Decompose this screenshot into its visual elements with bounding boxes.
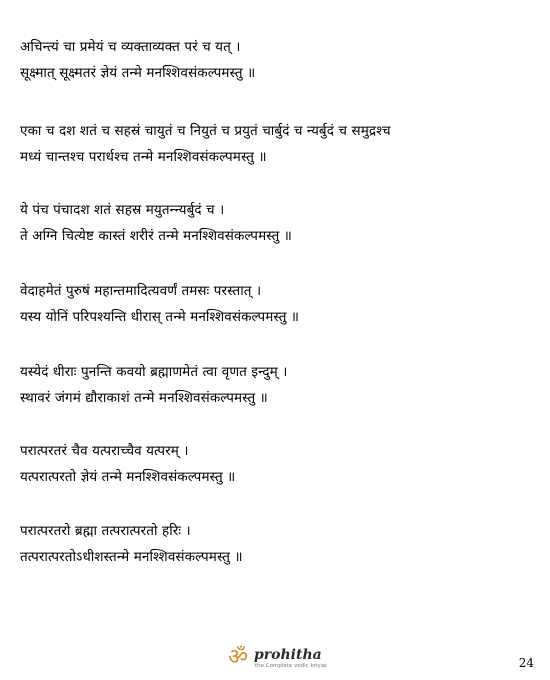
verse-7: [20, 520, 535, 572]
page-number: 24: [518, 656, 534, 670]
om-icon: ॐ: [228, 645, 249, 670]
verse-line: ते अग्नि चित्येष्ट कास्तं शरीरं तन्मे मनश्शिवसंकल्पमस्तु ॥: [20, 228, 292, 244]
verse-1: [20, 36, 535, 88]
brand-tagline: the Complete vedic kriyas: [255, 663, 327, 669]
verse-line: मध्यं चान्तश्च परार्धश्च तन्मे मनश्शिवसंकल्पमस्तु ॥: [20, 149, 267, 165]
verse-6: [20, 440, 535, 492]
verse-line: वेदाहमेतं पुरुषं महान्तमादित्यवर्णं तमसः परस्तात् ।: [20, 283, 262, 299]
verse-line: सूक्ष्मात् सूक्ष्मतरं ज्ञेयं तन्मे मनश्शिवसंकल्पमस्तु ॥: [20, 65, 256, 81]
verse-line: यत्परात्परतो ज्ञेयं तन्मे मनश्शिवसंकल्पमस्तु ॥: [20, 469, 236, 485]
verse-line: ये पंच पंचादश शतं सहस्र मयुतन्न्यर्बुदं च ।: [20, 202, 225, 218]
verse-4: [20, 280, 535, 332]
verse-5: [20, 361, 535, 413]
verse-3: [20, 199, 535, 251]
verse-line: यस्य योनिं परिपश्यन्ति धीरास् तन्मे मनश्शिवसंकल्पमस्तु ॥: [20, 309, 300, 325]
verse-line: एका च दश शतं च सहस्रं चायुतं च नियुतं च प्रयुतं चार्बुदं च न्यर्बुदं च समुद्रश्च: [20, 123, 391, 139]
verse-line: यस्येदं धीराः पुनन्ति कवयो ब्रह्माणमेतं त्वा वृणत इन्दुम् ।: [20, 364, 288, 380]
verse-line: तत्परात्परतोऽधीशस्तन्मे मनश्शिवसंकल्पमस्तु ॥: [20, 549, 243, 565]
verse-2: [20, 120, 535, 172]
prohitha-logo: [228, 645, 327, 674]
verse-line: अचिन्त्यं चा प्रमेयं च व्यक्ताव्यक्त परं च यत् ।: [20, 39, 241, 55]
brand-name: prohitha: [254, 647, 322, 663]
verse-line: परात्परतरो ब्रह्मा तत्परात्परतो हरिः ।: [20, 523, 191, 539]
verse-line: परात्परतरं चैव यत्पराच्चैव यत्परम् ।: [20, 443, 189, 459]
verse-line: स्थावरं जंगमं द्यौराकाशं तन्मे मनश्शिवसंकल्पमस्तु ॥: [20, 390, 268, 406]
